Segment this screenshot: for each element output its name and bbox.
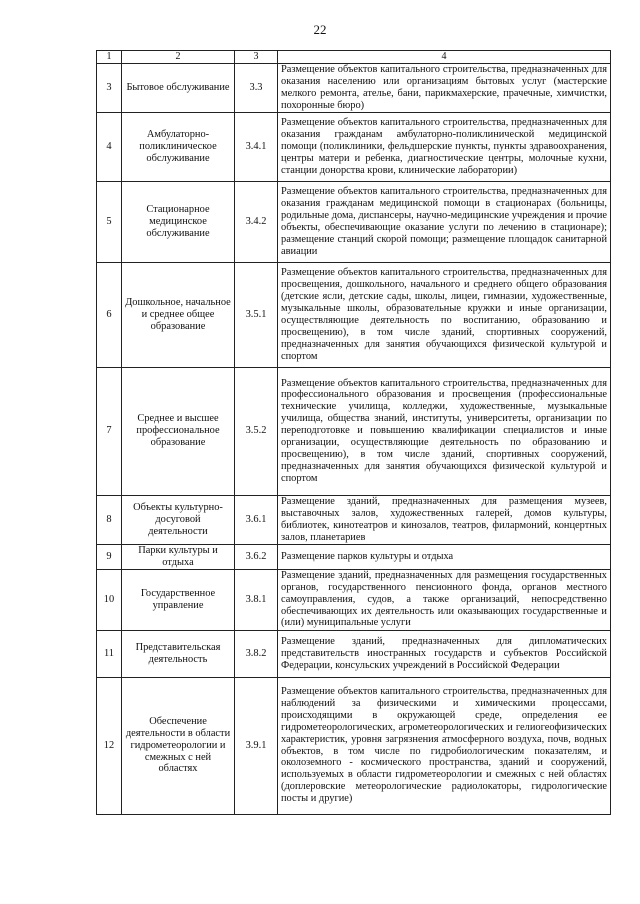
use-type-code-cell: 3.4.1 <box>235 112 278 181</box>
row-number-cell: 8 <box>97 495 122 544</box>
land-use-table <box>96 50 611 815</box>
use-type-name-cell: Стационарное медицинское обслуживание <box>122 181 235 262</box>
use-type-description-cell: Размещение объектов капитального строительства, предназначенных для просвещения, дошкольного, начального и среднего общего образования (детские ясли, детские сады, школы, лицеи, гимназии, художественные, музыкальные школы, образовательные кружки и иные организации, осуществляющие деятельность по воспитанию, образованию и просвещению), в том числе зданий, спортивных сооружений, предназначенных для занятия обучающихся физической культурой и спортом <box>278 262 611 367</box>
use-type-code-cell: 3.6.1 <box>235 495 278 544</box>
table-row <box>97 367 611 495</box>
use-type-description-cell: Размещение зданий, предназначенных для размещения государственных органов, государственного пенсионного фонда, органов местного самоуправления, судов, а также организаций, непосредственно обеспечивающих их деятельность или оказывающих государственные и (или) муниципальные услуги <box>278 569 611 630</box>
row-number-cell: 7 <box>97 367 122 495</box>
table-row <box>97 64 611 113</box>
use-type-description-cell: Размещение парков культуры и отдыха <box>278 544 611 569</box>
table-body <box>97 51 611 815</box>
use-type-description-cell: Размещение зданий, предназначенных для дипломатических представительств иностранных государств и субъектов Российской Федерации, консульских учреждений в Российской Федерации <box>278 630 611 677</box>
header-cell-1: 1 <box>97 51 122 64</box>
header-cell-3: 3 <box>235 51 278 64</box>
header-cell-4: 4 <box>278 51 611 64</box>
use-type-code-cell: 3.3 <box>235 64 278 113</box>
use-type-code-cell: 3.9.1 <box>235 677 278 814</box>
row-number-cell: 10 <box>97 569 122 630</box>
use-type-name-cell: Государственное управление <box>122 569 235 630</box>
use-type-name-cell: Обеспечение деятельности в области гидрометеорологии и смежных с ней областях <box>122 677 235 814</box>
table-row <box>97 181 611 262</box>
row-number-cell: 4 <box>97 112 122 181</box>
use-type-code-cell: 3.8.2 <box>235 630 278 677</box>
use-type-name-cell: Среднее и высшее профессиональное образование <box>122 367 235 495</box>
row-number-cell: 5 <box>97 181 122 262</box>
use-type-name-cell: Дошкольное, начальное и среднее общее образование <box>122 262 235 367</box>
use-type-code-cell: 3.6.2 <box>235 544 278 569</box>
table-row <box>97 569 611 630</box>
table-row <box>97 677 611 814</box>
table-row <box>97 112 611 181</box>
use-type-description-cell: Размещение объектов капитального строительства, предназначенных для наблюдений за физическими и химическими процессами, происходящими в окружающей среде, определения ее гидрометеорологических, агрометеорологических и гелиогеофизических характеристик, уровня загрязнения атмосферного воздуха, почв, водных объектов, в том числе по гидробиологическим показателям, и околоземного - космического пространства, зданий и сооружений, используемых в области гидрометеорологии и смежных с ней областях (доплеровские метеорологические радиолокаторы, гидрологические посты и другие) <box>278 677 611 814</box>
use-type-description-cell: Размещение объектов капитального строительства, предназначенных для оказания населению или организациям бытовых услуг (мастерские мелкого ремонта, ателье, бани, парикмахерские, прачечные, химчистки, похоронные бюро) <box>278 64 611 113</box>
table-row <box>97 630 611 677</box>
page-number: 22 <box>313 22 327 37</box>
use-type-name-cell: Объекты культурно-досуговой деятельности <box>122 495 235 544</box>
use-type-description-cell: Размещение объектов капитального строительства, предназначенных для оказания гражданам амбулаторно-поликлинической медицинской помощи (поликлиники, фельдшерские пункты, пункты здравоохранения, центры матери и ребенка, диагностические центры, молочные кухни, станции донорства крови, клинические лаборатории) <box>278 112 611 181</box>
table-row <box>97 262 611 367</box>
use-type-code-cell: 3.8.1 <box>235 569 278 630</box>
use-type-code-cell: 3.5.2 <box>235 367 278 495</box>
row-number-cell: 12 <box>97 677 122 814</box>
table-header-row <box>97 51 611 64</box>
row-number-cell: 11 <box>97 630 122 677</box>
table-row <box>97 495 611 544</box>
table-row <box>97 544 611 569</box>
use-type-name-cell: Парки культуры и отдыха <box>122 544 235 569</box>
use-type-description-cell: Размещение объектов капитального строительства, предназначенных для оказания гражданам медицинской помощи в стационарах (больницы, родильные дома, диспансеры, научно-медицинские учреждения и прочие объекты, обеспечивающие оказание услуги по лечению в стационаре); размещение станций скорой помощи; размещение площадок санитарной авиации <box>278 181 611 262</box>
use-type-code-cell: 3.5.1 <box>235 262 278 367</box>
use-type-name-cell: Представительская деятельность <box>122 630 235 677</box>
use-type-name-cell: Бытовое обслуживание <box>122 64 235 113</box>
use-type-code-cell: 3.4.2 <box>235 181 278 262</box>
header-cell-2: 2 <box>122 51 235 64</box>
row-number-cell: 6 <box>97 262 122 367</box>
use-type-description-cell: Размещение объектов капитального строительства, предназначенных для профессионального образования и просвещения (профессиональные технические училища, колледжи, художественные, музыкальные училища, общества знаний, институты, университеты, организации по переподготовке и повышению квалификации специалистов и иные организации, осуществляющие деятельность по образованию и просвещению), в том числе зданий, спортивных сооружений, предназначенных для занятия обучающихся физической культурой и спортом <box>278 367 611 495</box>
use-type-description-cell: Размещение зданий, предназначенных для размещения музеев, выставочных залов, художественных галерей, домов культуры, библиотек, кинотеатров и кинозалов, театров, филармоний, концертных залов, планетариев <box>278 495 611 544</box>
use-type-name-cell: Амбулаторно-поликлиническое обслуживание <box>122 112 235 181</box>
row-number-cell: 3 <box>97 64 122 113</box>
row-number-cell: 9 <box>97 544 122 569</box>
